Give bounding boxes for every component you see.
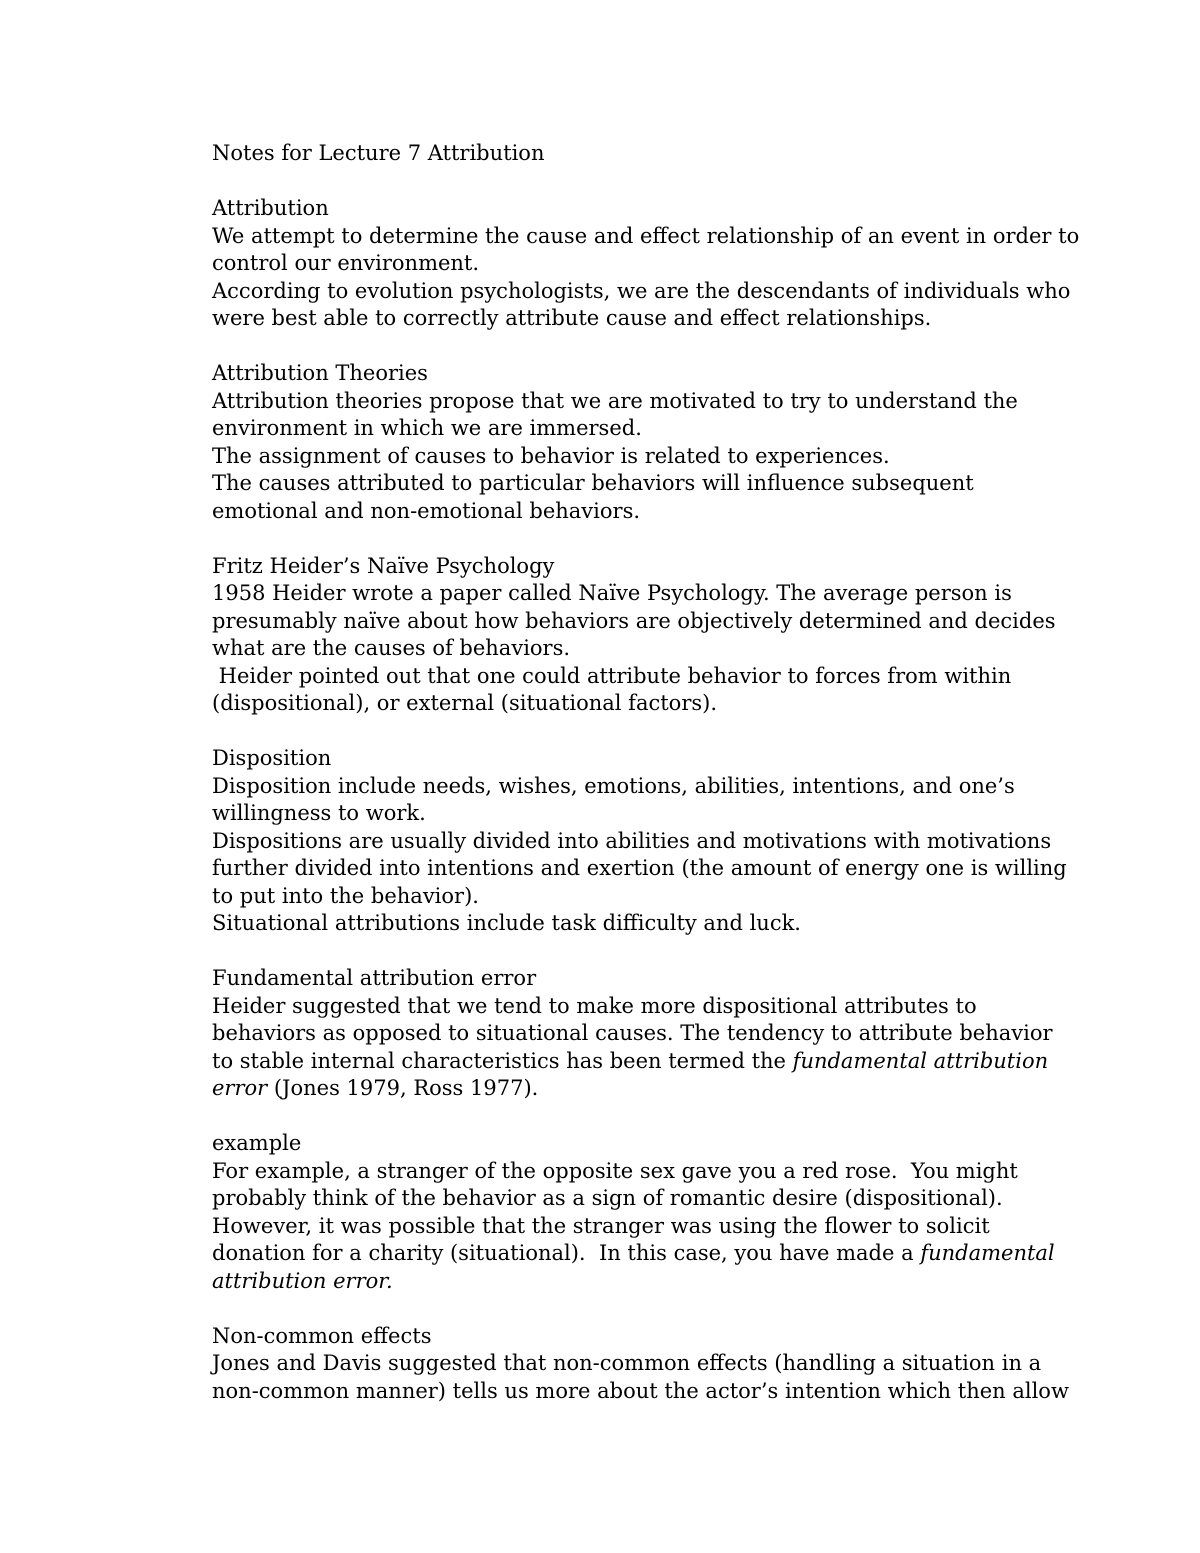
section-heading: Attribution Theories <box>212 361 428 385</box>
section-heading: Fundamental attribution error <box>212 966 537 990</box>
italic-term: fundamental attribution <box>792 1048 1049 1073</box>
section-heading: Non-common effects <box>212 1323 432 1348</box>
section-disposition <box>212 745 1072 938</box>
section-heider-naive-psychology <box>212 553 1072 718</box>
text-line: (dispositional), or external (situational factors). <box>212 691 718 715</box>
text-line: However, it was possible that the stranger was using the flower to solicit <box>212 1213 990 1238</box>
text-line: probably think of the behavior as a sign of romantic desire (dispositional). <box>212 1186 1003 1210</box>
text-line: Attribution theories propose that we are motivated to try to understand the <box>212 388 1018 413</box>
text-line: The causes attributed to particular behaviors will influence subsequent <box>212 471 974 495</box>
spacer <box>212 1103 1072 1131</box>
text-line <box>212 1240 1072 1268</box>
spacer <box>212 333 1072 361</box>
text-line: environment in which we are immersed. <box>212 416 642 440</box>
text-line: The assignment of causes to behavior is related to experiences. <box>212 443 890 468</box>
italic-term: attribution error. <box>212 1268 393 1293</box>
text-line: Heider suggested that we tend to make more dispositional attributes to <box>212 993 977 1018</box>
text-line: We attempt to determine the cause and effect relationship of an event in order to <box>212 223 1080 248</box>
text-line: further divided into intentions and exertion (the amount of energy one is willing <box>212 856 1067 880</box>
text-line: Heider pointed out that one could attribute behavior to forces from within <box>212 663 1012 688</box>
text-line: presumably naïve about how behaviors are objectively determined and decides <box>212 608 1056 633</box>
spacer <box>212 1295 1072 1323</box>
text-line: non-common manner) tells us more about the actor’s intention which then allow <box>212 1378 1069 1403</box>
section-non-common-effects <box>212 1323 1072 1406</box>
text-span: donation for a charity (situational). In this case, you have made a <box>212 1241 921 1265</box>
spacer <box>212 938 1072 966</box>
document-title: Notes for Lecture 7 Attribution <box>212 141 545 165</box>
text-line: Jones and Davis suggested that non-common effects (handling a situation in a <box>212 1351 1042 1375</box>
text-span: to stable internal characteristics has been termed the <box>212 1048 793 1073</box>
spacer <box>212 525 1072 553</box>
text-line <box>212 1048 1072 1076</box>
section-heading: Attribution <box>212 196 329 220</box>
section-heading: Disposition <box>212 746 332 770</box>
text-line: According to evolution psychologists, we are the descendants of individuals who <box>212 278 1071 303</box>
section-fundamental-attribution-error <box>212 965 1072 1103</box>
text-line <box>212 1075 1072 1103</box>
section-heading: Fritz Heider’s Naïve Psychology <box>212 553 555 578</box>
text-line: emotional and non-emotional behaviors. <box>212 498 641 523</box>
text-line: Disposition include needs, wishes, emotions, abilities, intentions, and one’s <box>212 773 1015 798</box>
text-line <box>212 1268 1072 1296</box>
section-attribution <box>212 195 1080 333</box>
text-line: control our environment. <box>212 251 480 275</box>
text-line: Situational attributions include task difficulty and luck. <box>212 911 801 935</box>
section-example <box>212 1130 1072 1295</box>
spacer <box>212 718 1072 746</box>
text-span: (Jones 1979, Ross 1977). <box>267 1076 539 1100</box>
italic-term: error <box>212 1076 268 1100</box>
text-line: behaviors as opposed to situational causes. The tendency to attribute behavior <box>212 1021 1053 1045</box>
text-line: were best able to correctly attribute cause and effect relationships. <box>212 306 932 330</box>
text-line: For example, a stranger of the opposite sex gave you a red rose. You might <box>212 1158 1018 1183</box>
text-line: 1958 Heider wrote a paper called Naïve Psychology. The average person is <box>212 581 1012 605</box>
text-line: Dispositions are usually divided into abilities and motivations with motivations <box>212 828 1052 853</box>
document-page <box>212 140 1080 1405</box>
section-heading: example <box>212 1131 302 1155</box>
spacer <box>212 168 1072 196</box>
text-line: willingness to work. <box>212 801 426 825</box>
italic-term: fundamental <box>920 1241 1055 1265</box>
text-line: to put into the behavior). <box>212 883 479 908</box>
section-attribution-theories <box>212 360 1072 525</box>
text-line: what are the causes of behaviors. <box>212 636 571 660</box>
